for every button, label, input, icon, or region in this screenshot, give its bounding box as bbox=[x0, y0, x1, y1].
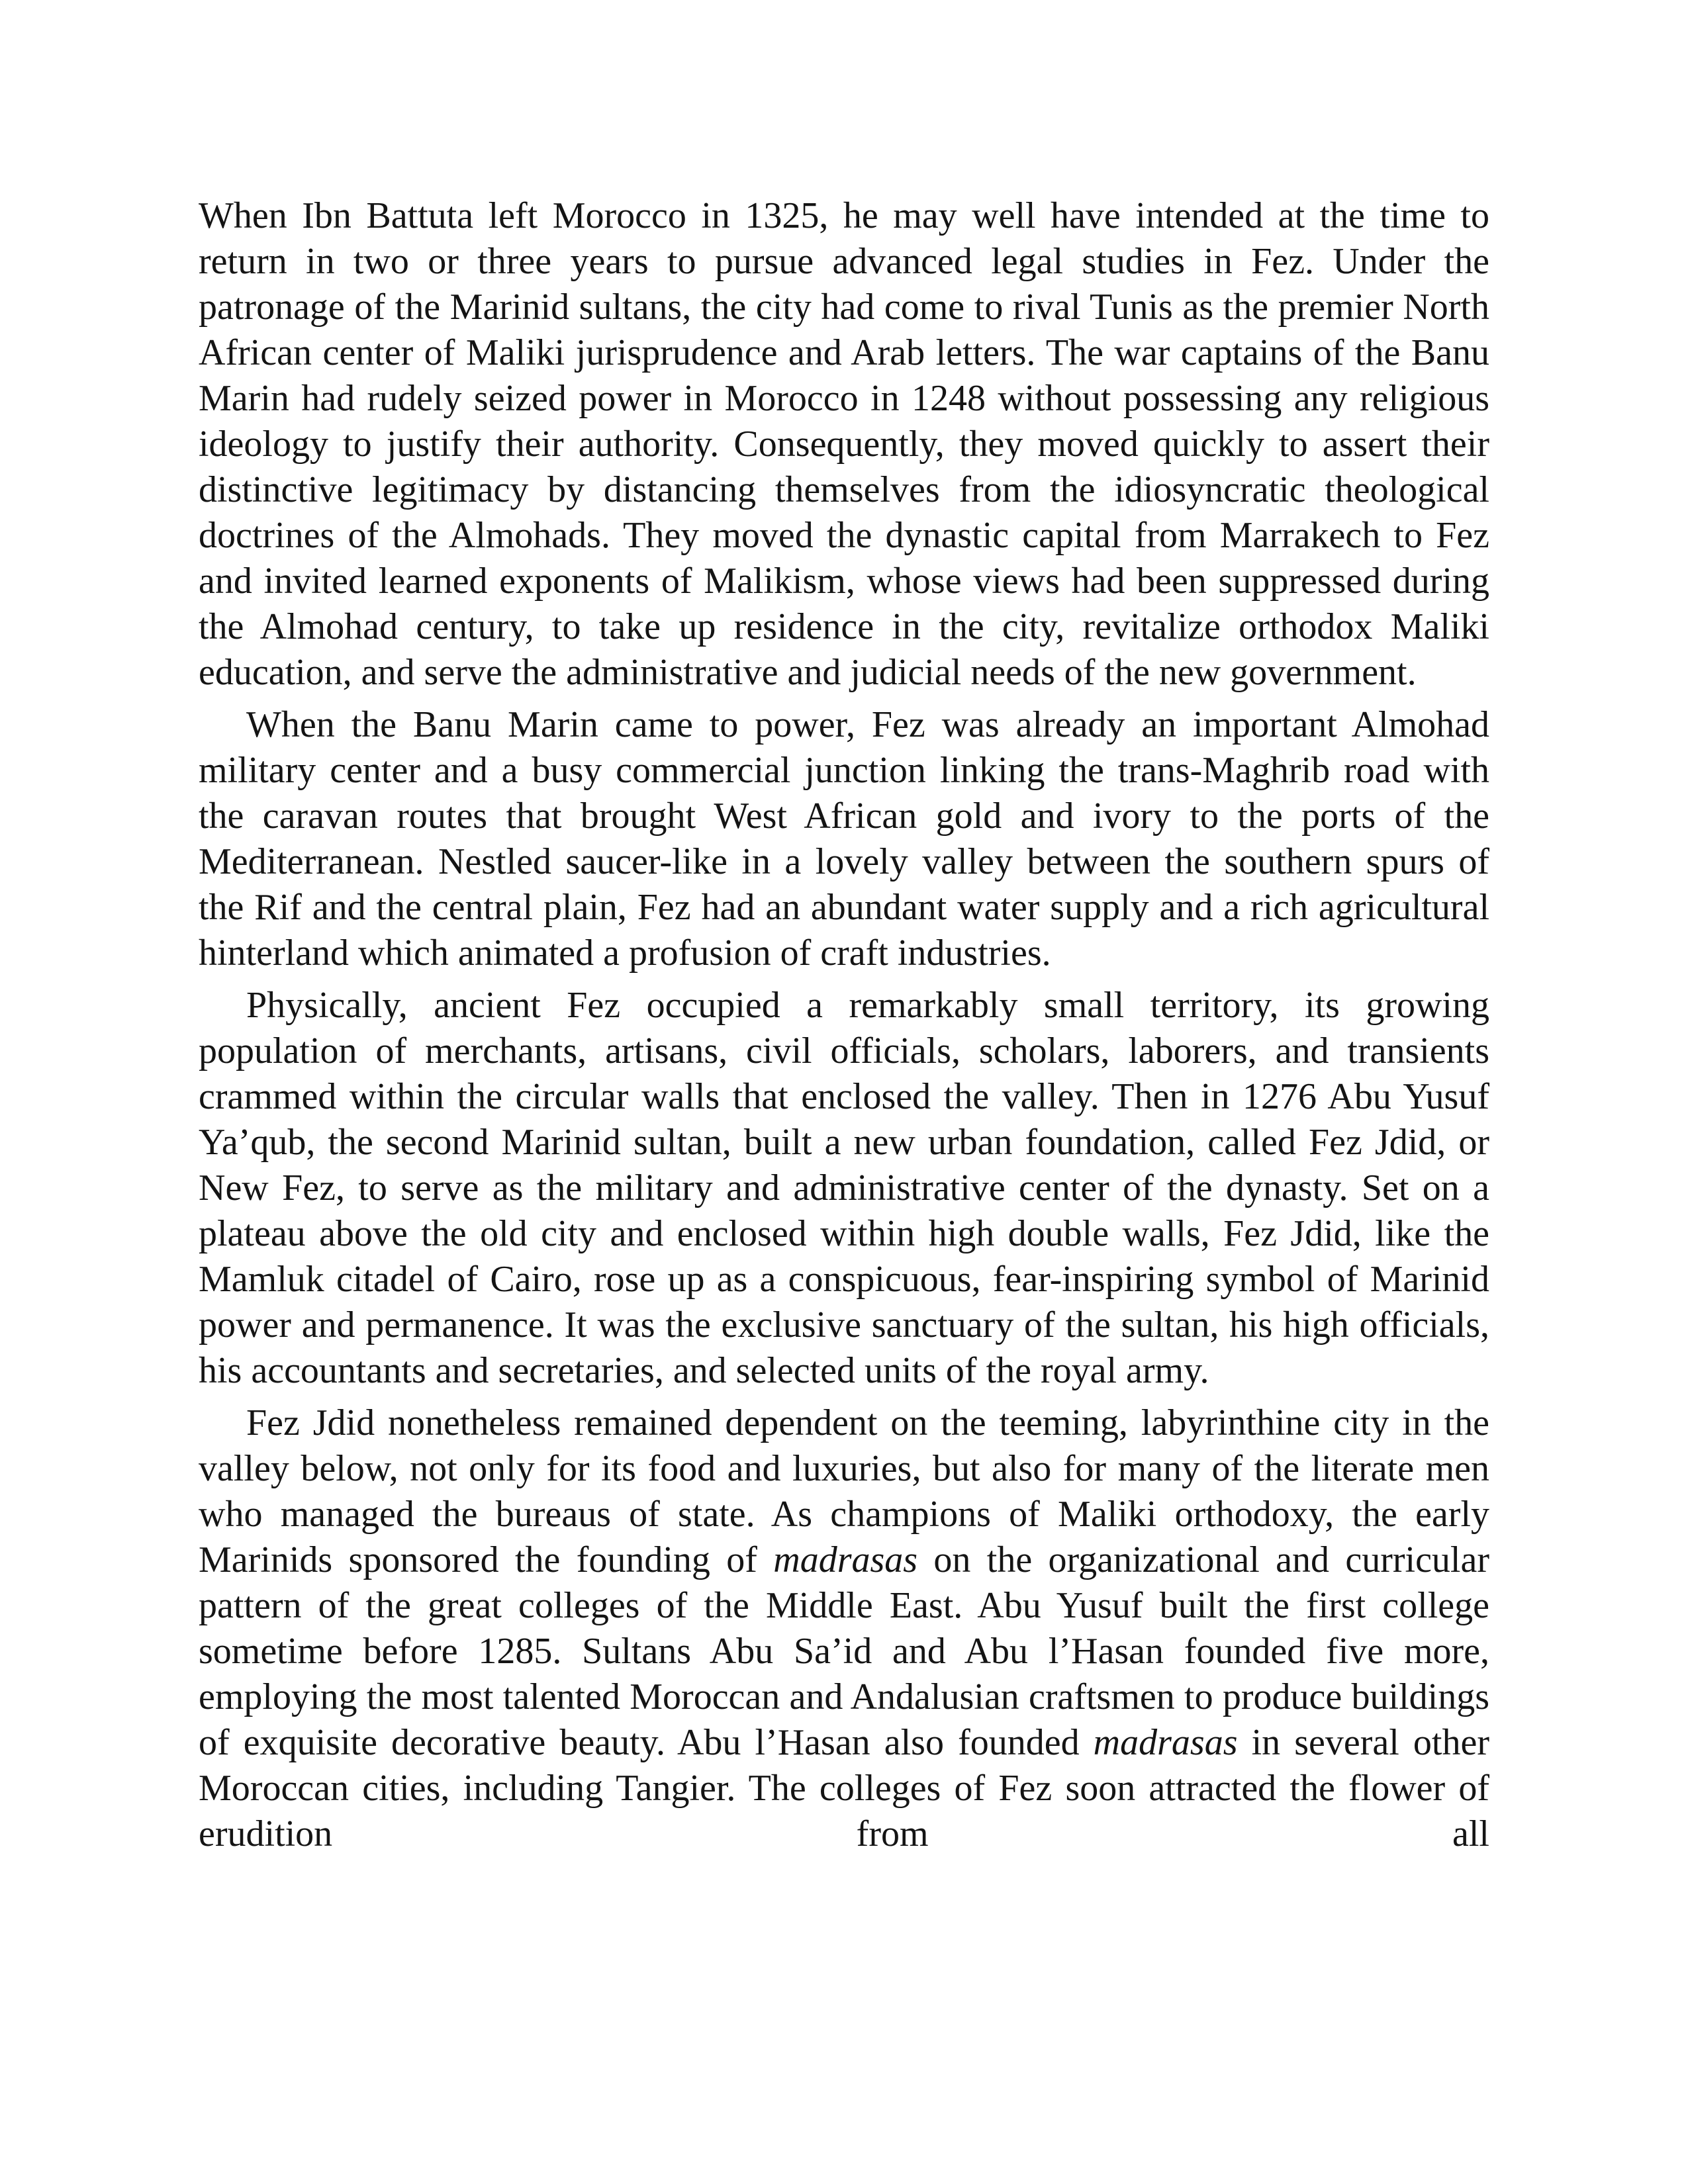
paragraph-4 bbox=[199, 1400, 1489, 1857]
paragraph-3 bbox=[199, 983, 1489, 1394]
paragraph-1-text: When Ibn Battuta left Morocco in 1325, he may well have intended at the time to return in two or three years to pursue advanced legal studies in Fez. Under the patronage of the Marinid sultans, the city had come to rival Tunis as the premier North African center of Maliki jurisprudence and Arab letters. The war captains of the Banu Marin had rudely seized power in Morocco in 1248 without possessing any religious ideology to justify their authority. Consequently, they moved quickly to assert their distinctive legitimacy by distancing themselves from the idiosyncratic theological doctrines of the Almohads. They moved the dynastic capital from Marrakech to Fez and invited learned exponents of Malikism, whose views had been suppressed during the Almohad century, to take up residence in the city, revitalize orthodox Maliki education, and serve the administrative and judicial needs of the new government. bbox=[199, 195, 1489, 693]
paragraph-4-italic-madrasas-1: madrasas bbox=[773, 1539, 918, 1580]
body-text bbox=[199, 193, 1489, 1864]
paragraph-2 bbox=[199, 702, 1489, 976]
paragraph-4-italic-madrasas-2: madrasas bbox=[1093, 1722, 1238, 1763]
paragraph-2-text: When the Banu Marin came to power, Fez was already an important Almohad military center and a busy commercial junction linking the trans-Maghrib road with the caravan routes that brought West African gold and ivory to the ports of the Mediterranean. Nestled saucer-like in a lovely valley between the southern spurs of the Rif and the central plain, Fez had an abundant water supply and a rich agricultural hinterland which animated a profusion of craft industries. bbox=[199, 704, 1489, 974]
paragraph-4-text-b: on the organizational and curricular pattern of the great colleges of the Middle East. Abu Yusuf built the first college sometime before 1285. Sultans Abu Sa’id and Abu l’Hasan founded five more, employing the most talented Moroccan and Andalusian craftsmen to produce buildings of exquisite decorative beauty. Abu l’Hasan also founded bbox=[199, 1539, 1489, 1763]
paragraph-4-text-a: Fez Jdid nonetheless remained dependent on the teeming, labyrinthine city in the valley below, not only for its food and luxuries, but also for many of the literate men who managed the bureaus of state. As champions of Maliki orthodoxy, the early Marinids sponsored the founding of bbox=[199, 1402, 1489, 1580]
paragraph-3-text: Physically, ancient Fez occupied a remarkably small territory, its growing population of merchants, artisans, civil officials, scholars, laborers, and transients crammed within the circular walls that enclosed the valley. Then in 1276 Abu Yusuf Ya’qub, the second Marinid sultan, built a new urban foundation, called Fez Jdid, or New Fez, to serve as the military and administrative center of the dynasty. Set on a plateau above the old city and enclosed within high double walls, Fez Jdid, like the Mamluk citadel of Cairo, rose up as a conspicuous, fear-inspiring symbol of Marinid power and permanence. It was the exclusive sanctuary of the sultan, his high officials, his accountants and secretaries, and selected units of the royal army. bbox=[199, 985, 1489, 1391]
paragraph-4-text-c: in several other Moroccan cities, including Tangier. The colleges of Fez soon attracted the flower of erudition from all bbox=[199, 1722, 1489, 1854]
paragraph-1 bbox=[199, 193, 1489, 696]
